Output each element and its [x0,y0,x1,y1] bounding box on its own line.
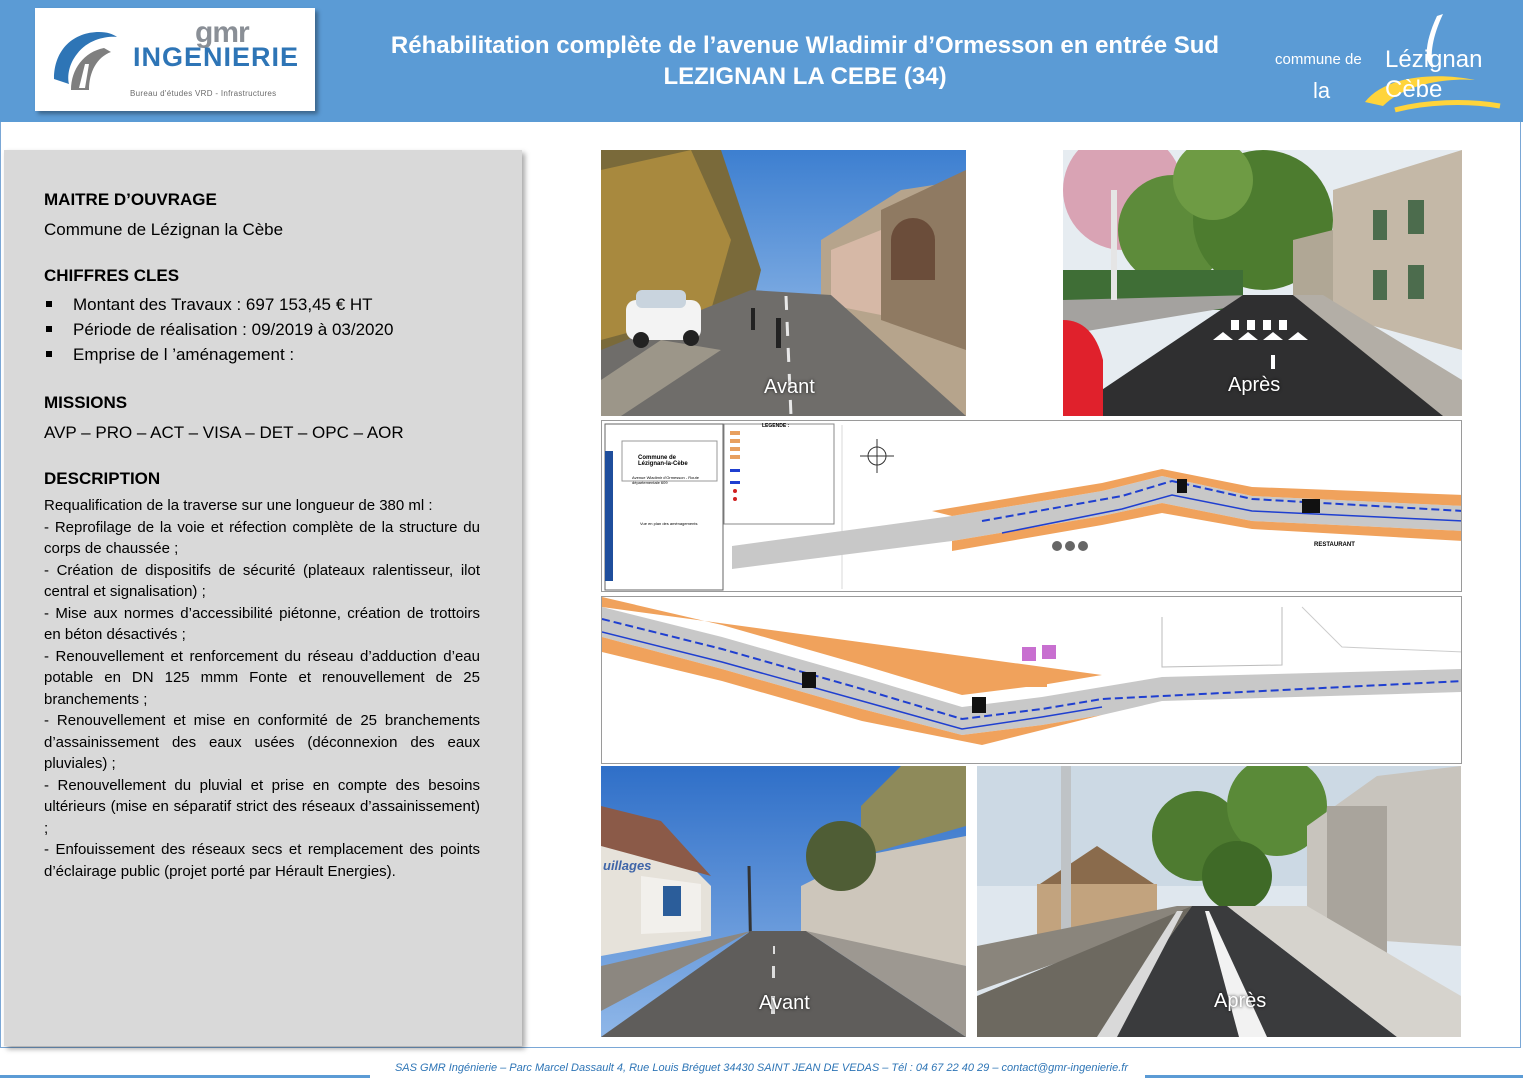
info-panel [4,150,522,1046]
plan-view-top [601,420,1462,592]
photo-caption: Avant [759,992,810,1014]
plan-drawing-top [602,421,1462,592]
commune-lezignan-text: Lézignan [1385,46,1483,73]
footer-address: SAS GMR Ingénierie – Parc Marcel Dassault 4, Rue Louis Bréguet 34430 SAINT JEAN DE VEDAS – Tél : 04 67 22 40 29 – contact@gmr-ingenierie.fr [394,1062,1129,1074]
description-line: - Reprofilage de la voie et réfection complète de la structure du corps de chaussée ; [44,518,480,557]
missions-heading: MISSIONS [44,393,128,412]
legend-title: LEGENDE : [762,423,790,429]
road-arc-icon [49,24,119,94]
description-line: - Enfouissement des réseaux secs et remplacement des points d’éclairage public (projet porté par Hérault Energies). [44,841,480,880]
chiffres-item: Période de réalisation : 09/2019 à 03/2020 [44,317,480,342]
commune-logo [1265,6,1505,116]
chiffres-heading: CHIFFRES CLES [44,266,180,285]
photo-caption: Avant [764,376,815,398]
maitre-value: Commune de Lézignan la Cèbe [44,220,284,239]
photo-caption: Après [1228,374,1281,396]
chiffres-item: Emprise de l ’aménagement : [44,342,480,367]
photo-before-top [601,150,966,416]
commune-de-text: commune de [1275,51,1362,68]
title-line-2: LEZIGNAN LA CEBE (34) [663,63,947,90]
description-text [44,495,480,882]
cartouche-title: Commune de Lézignan-la-Cèbe [638,455,688,467]
photo-before-bottom [601,766,966,1037]
header-band [0,0,1523,122]
plan-drawing-bottom [602,597,1462,764]
description-line: - Renouvellement et renforcement du réseau d’adduction d’eau potable en DN 125 mmm Fonte et renouvellement de 25 branchements ; [44,647,480,708]
shop-sign-text: uillages [603,858,652,873]
description-heading: DESCRIPTION [44,469,161,488]
photo-after-top [1063,150,1462,416]
description-line: - Création de dispositifs de sécurité (plateaux ralentisseur, ilot central et signalisation) ; [44,561,480,600]
cartouche-view: Vue en plan des aménagements [640,521,698,526]
page-title [330,30,1280,92]
plan-view-bottom [601,596,1462,764]
label-restaurant: RESTAURANT [1314,542,1355,548]
maitre-heading: MAITRE D’OUVRAGE [44,190,217,209]
photo-caption: Après [1214,990,1267,1012]
logo-gmr-text: gmr [195,16,249,49]
description-line: Requalification de la traverse sur une longueur de 380 ml : [44,497,433,514]
description-line: - Renouvellement du pluvial et prise en compte des besoins ultérieurs (mise en séparatif strict des réseaux d’assainissement) ; [44,776,480,837]
commune-cebe-text: Cèbe [1385,76,1443,103]
description-line: - Mise aux normes d’accessibilité piétonne, création de trottoirs en béton désactivés ; [44,604,480,643]
cartouche-sub: Avenue Wladimir d'Ormesson - Route départementale 609 [632,475,699,485]
photo-after-bottom [977,766,1461,1037]
chiffres-item: Montant des Travaux : 697 153,45 € HT [44,292,480,317]
gmr-logo [35,8,315,111]
title-line-1: Réhabilitation complète de l’avenue Wladimir d’Ormesson en entrée Sud [390,32,1220,59]
missions-value: AVP – PRO – ACT – VISA – DET – OPC – AOR [44,423,404,442]
description-line: - Renouvellement et mise en conformité de 25 branchements d’assainissement des eaux usées (déconnexion des eaux pluviales) ; [44,712,480,772]
logo-ingenierie-text: INGENIERIE [133,42,300,72]
commune-la-text: la [1313,78,1331,103]
logo-subtitle: Bureau d'études VRD - Infrastructures [130,89,277,98]
chiffres-list [44,292,480,367]
